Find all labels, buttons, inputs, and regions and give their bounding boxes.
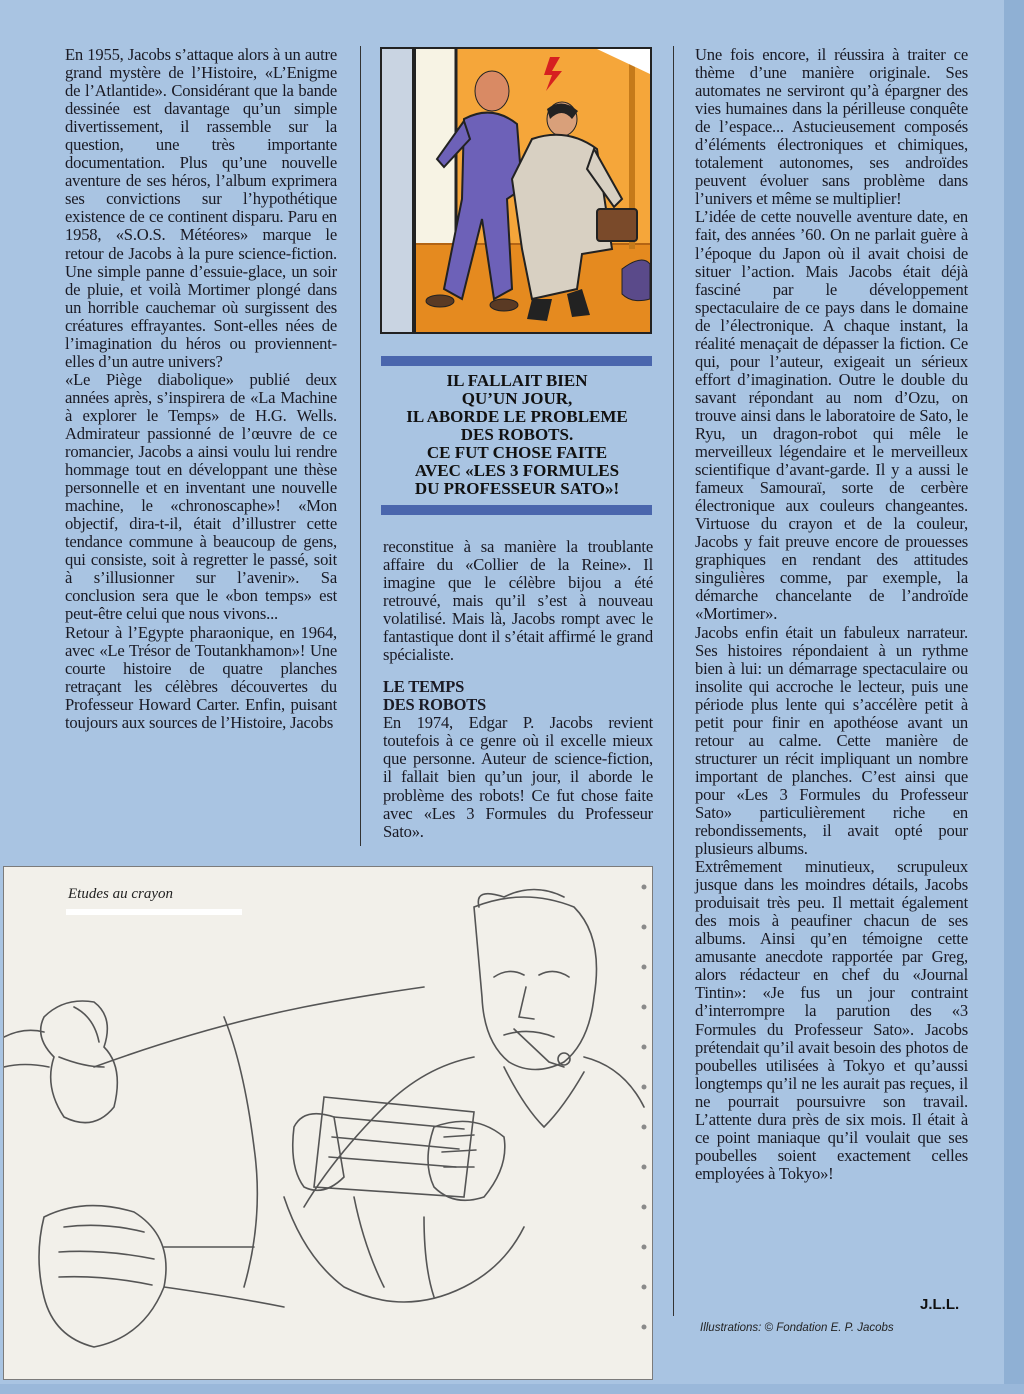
article-column-1 <box>65 46 337 732</box>
article-column-3 <box>695 46 968 1183</box>
pull-quote-line: DES ROBOTS. <box>460 425 574 444</box>
sketch-drawing <box>4 867 653 1380</box>
callout-bottom-bar <box>381 505 652 515</box>
paragraph: Une fois encore, il réussira à traiter ce thème d’une manière originale. Ses automates ne serviront qu’à épargner des vies humaines dans la périlleuse conquête de l’espace... Astucieusement composés d’éléments électroniques et chimiques, totalement autonomes, ses androïdes peuvent évoluer sans problème dans l’univers et même se multiplier! <box>695 45 968 209</box>
column-divider <box>673 46 674 1316</box>
pull-quote-line: IL FALLAIT BIEN <box>446 371 588 390</box>
article-column-2 <box>383 538 653 841</box>
section-heading-line: DES ROBOTS <box>383 695 486 715</box>
section-heading <box>383 678 653 714</box>
section-heading-line: LE TEMPS <box>383 677 465 697</box>
paragraph: Extrêmement minutieux, scrupuleux jusque dans les moindres détails, Jacobs produisait très peu. Il mettait également des mois à peaufiner chacun de ses albums. Ainsi qu’en témoigne cette amusante anecdote rapportée par Greg, alors rédacteur en chef du «Journal Tintin»: «Je fus un jour contraint d’interrompre la parution des «3 Formules du Professeur Sato». Jacobs prétendait qu’il avait besoin des photos de poubelles utilisées à Tokyo et qu’aussi longtemps qu’il ne les aurait pas reçues, il ne pourrait poursuivre son travail. L’attente dura près de six mois. Il était à ce point maniaque qu’il voulait que ses poubelles soient exactement celles employées à Tokyo»! <box>695 857 968 1183</box>
paragraph: En 1974, Edgar P. Jacobs revient toutefois à ce genre où il excelle mieux que personne. Auteur de science-fiction, il fallait bien qu’un jour, il aborde le problème des robots! Ce fut chose faite avec «Les 3 Formules du Professeur Sato». <box>383 713 653 841</box>
paragraph: Retour à l’Egypte pharaonique, en 1964, avec «Le Trésor de Toutankhamon»! Une courte histoire de quatre planches retraçant les célèbres découvertes du Professeur Howard Carter. Enfin, puisant toujours aux sources de l’Histoire, Jacobs <box>65 622 337 732</box>
paragraph: reconstitue à sa manière la troublante affaire du «Collier de la Reine». Il imagine que le célèbre bijou a été retrouvé, mais qu’il s’est à nouveau volatilisé. Mais là, Jacobs rompt avec le fantastique dont il s’était affirmé le grand spécialiste. <box>383 537 653 665</box>
column-divider <box>360 46 361 846</box>
paragraph: Jacobs enfin était un fabuleux narrateur. Ses histoires répondaient à un rythme bien à lui: un démarrage spectaculaire ou insolite qui accroche le lecteur, puis une période plus lente qui s’accélère petit à petit pour finir en apothéose avant un retour au calme. Cette manière de structurer un récit impliquant un nombre important de planches. C’est ainsi que pour «Les 3 Formules du Professeur Sato» particulièrement riche en rebondissements, il avait opté pour plusieurs albums. <box>695 622 968 859</box>
comic-panel-art <box>382 49 650 332</box>
pull-quote <box>383 372 651 498</box>
pull-quote-line: QU’UN JOUR, <box>461 389 573 408</box>
pull-quote-line: IL ABORDE LE PROBLEME <box>406 407 628 426</box>
pencil-sketch-illustration <box>3 866 653 1380</box>
pull-quote-line: AVEC «LES 3 FORMULES <box>414 461 620 480</box>
page-bottom-strip <box>0 1384 1024 1394</box>
author-signature: J.L.L. <box>920 1296 960 1313</box>
page-edge <box>1004 0 1024 1394</box>
comic-panel-illustration <box>380 47 652 334</box>
callout-top-bar <box>381 356 652 366</box>
paragraph: L’idée de cette nouvelle aventure date, en fait, des années ’60. On ne parlait guère à l’époque du Japon où il avait choisi de situer l’action. Mais Jacobs était déjà fasciné par le développement spectaculaire de ce pays dans le domaine de l’électronique. A chaque instant, la réalité menaçait de dépasser la fiction. Ce qui, pour l’auteur, exigeait un sérieux effort d’imagination. Outre le double du savant répondant au nom d’Ozu, on trouve ainsi dans le laboratoire de Sato, le Ryu, un dragon-robot qui mêle le merveilleux légendaire et le merveilleux scientifique d’avant-garde. Il y a aussi le fameux Samouraï, sorte de cerbère électronique aux couleurs changeantes. Virtuose du crayon et de la couleur, Jacobs y fait preuve encore de prouesses graphiques en rendant des attitudes singulières comme, par exemple, la démarche chancelante de l’androïde «Mortimer». <box>695 207 968 624</box>
paragraph: En 1955, Jacobs s’attaque alors à un autre grand mystère de l’Histoire, «L’Enigme de l’Atlantide». Considérant que la bande dessinée est davantage qu’un simple divertissement, il rassemble sur la question, une très importante documentation. Plus qu’une nouvelle aventure de ses héros, l’album exprimera ses convictions sur l’hypothétique existence de ce continent disparu. Paru en 1958, «S.O.S. Météores» marque le retour de Jacobs à la pure science-fiction. Une simple panne d’essuie-glace, un soir de pluie, et voilà Mortimer plongé dans un horrible cauchemar où surgissent des créatures effrayantes. Sont-elles nées de l’imagination du héros ou proviennent-elles d’un autre univers? <box>65 45 337 371</box>
illustration-credits: Illustrations: © Fondation E. P. Jacobs <box>700 1322 894 1334</box>
pull-quote-line: CE FUT CHOSE FAITE <box>426 443 608 462</box>
pull-quote-line: DU PROFESSEUR SATO»! <box>414 479 620 498</box>
sketch-caption: Etudes au crayon <box>68 886 173 902</box>
paragraph: «Le Piège diabolique» publié deux années après, s’inspirera de «La Machine à explorer le Temps» de H.G. Wells. Admirateur passionné de l’œuvre de ce romancier, Jacobs a ainsi voulu lui rendre hommage tout en développant une thèse personnelle et en inventant une nouvelle machine, le «chronoscaphe»! «Mon objectif, dira-t-il, était d’illustrer cette tendance commune à beaucoup de gens, qui consiste, soit à regretter le passé, soit à s’illusionner sur l’avenir». Sa conclusion sera que le «bon temps» est peut-être celui que nous vivons... <box>65 369 337 624</box>
